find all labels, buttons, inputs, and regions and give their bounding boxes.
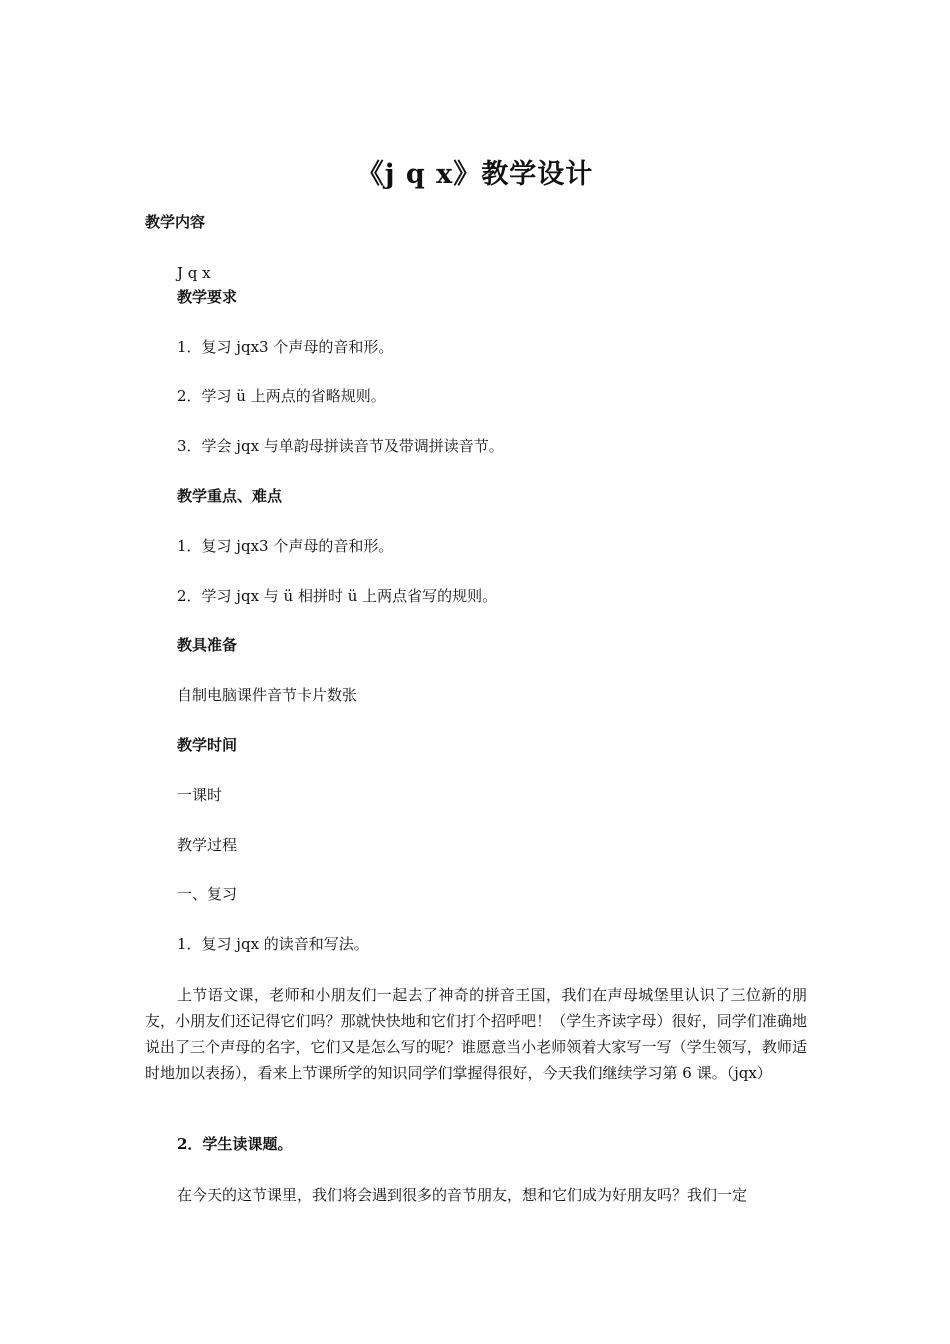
read-title-paragraph: 在今天的这节课里，我们将会遇到很多的音节朋友，想和它们成为好朋友吗？我们一定 <box>177 1186 748 1204</box>
content-heading: 教学内容 <box>145 213 206 231</box>
materials-text: 自制电脑课件音节卡片数张 <box>177 686 358 704</box>
requirements-heading: 教学要求 <box>177 288 238 306</box>
key-point-item: 2．学习 jqx 与 ü 相拼时 ü 上两点省写的规则。 <box>177 587 498 605</box>
requirement-item: 1．复习 jqx3 个声母的音和形。 <box>177 338 394 356</box>
review-paragraph: 上节语文课，老师和小朋友们一起去了神奇的拼音王国，我们在声母城堡里认识了三位新的朋友，小朋友们还记得它们吗？那就快快地和它们打个招呼吧！（学生齐读字母）很好，同学们准确地说出了三个声母的名字，它们又是怎么写的呢？谁愿意当小老师领着大家写一写（学生领写，教师适时地加以表扬），看来上节课所学的知识同学们掌握得很好，今天我们继续学习第 6 课。（jqx） <box>145 986 807 1082</box>
key-points-heading: 教学重点、难点 <box>177 487 283 505</box>
time-heading: 教学时间 <box>177 736 238 754</box>
time-text: 一课时 <box>177 786 223 804</box>
requirement-item: 2．学习 ü 上两点的省略规则。 <box>177 387 386 405</box>
content-text: J q x <box>177 264 211 282</box>
document-title: 《j q x》教学设计 <box>356 159 594 190</box>
requirement-item: 3．学会 jqx 与单韵母拼读音节及带调拼读音节。 <box>177 437 504 455</box>
review-item: 1．复习 jqx 的读音和写法。 <box>177 935 369 953</box>
review-heading: 一、复习 <box>177 885 238 903</box>
process-heading: 教学过程 <box>177 836 238 854</box>
read-title-heading: 2．学生读课题。 <box>177 1135 293 1153</box>
materials-heading: 教具准备 <box>177 636 238 654</box>
key-point-item: 1．复习 jqx3 个声母的音和形。 <box>177 537 394 555</box>
